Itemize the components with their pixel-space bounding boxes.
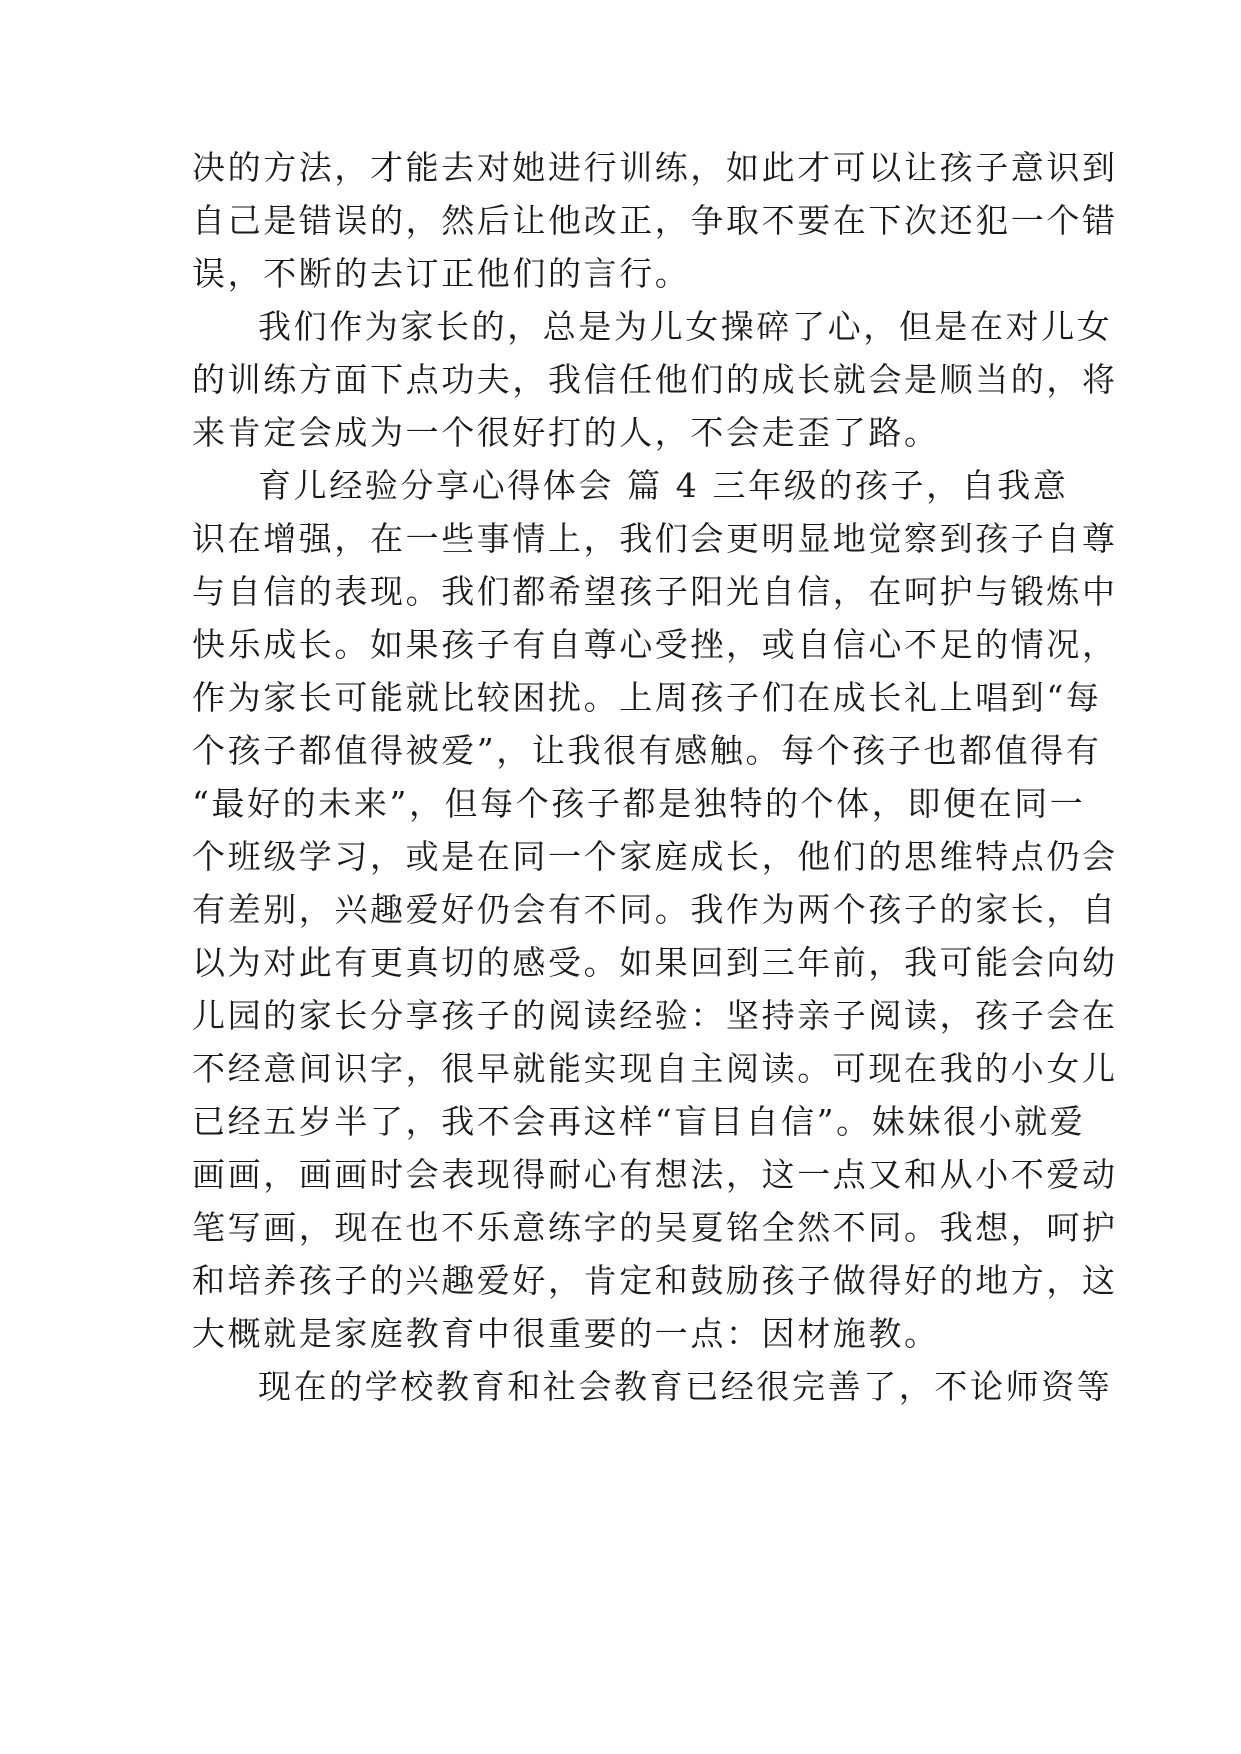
text-line: 来肯定会成为一个很好打的人，不会走歪了路。 [192,413,940,452]
text-line: 与自信的表现。我们都希望孩子阳光自信，在呵护与锻炼中 [192,572,1118,611]
paragraph-first-line: 现在的学校教育和社会教育已经很完善了，不论师资等 [258,1367,1113,1406]
text-line: 的训练方面下点功夫，我信任他们的成长就会是顺当的，将 [192,360,1118,399]
text-line: “最好的未来”，但每个孩子都是独特的个体，即便在同一 [192,784,1086,823]
text-line: 画画，画画时会表现得耐心有想法，这一点又和从小不爱动 [192,1155,1118,1194]
text-line: 自己是错误的，然后让他改正，争取不要在下次还犯一个错 [192,201,1118,240]
paragraph-first-line: 我们作为家长的，总是为儿女操碎了心，但是在对儿女 [258,307,1113,346]
text-line: 笔写画，现在也不乐意练字的吴夏铭全然不同。我想，呵护 [192,1208,1118,1247]
text-line: 有差别，兴趣爱好仍会有不同。我作为两个孩子的家长，自 [192,890,1118,929]
text-line: 和培养孩子的兴趣爱好，肯定和鼓励孩子做得好的地方，这 [192,1261,1118,1300]
text-line: 识在增强，在一些事情上，我们会更明显地觉察到孩子自尊 [192,519,1118,558]
text-line: 已经五岁半了，我不会再这样“盲目自信”。妹妹很小就爱 [192,1102,1086,1141]
text-line: 以为对此有更真切的感受。如果回到三年前，我可能会向幼 [192,943,1118,982]
text-line: 误，不断的去订正他们的言行。 [192,254,691,293]
text-line: 作为家长可能就比较困扰。上周孩子们在成长礼上唱到“每 [192,678,1102,717]
text-line: 不经意间识字，很早就能实现自主阅读。可现在我的小女儿 [192,1049,1118,1088]
text-line: 大概就是家庭教育中很重要的一点：因材施教。 [192,1314,940,1353]
section-heading-line: 育儿经验分享心得体会 篇 4 三年级的孩子，自我意 [258,466,1069,505]
text-line: 快乐成长。如果孩子有自尊心受挫，或自信心不足的情况， [192,625,1118,664]
text-line: 儿园的家长分享孩子的阅读经验：坚持亲子阅读，孩子会在 [192,996,1118,1035]
text-line: 个孩子都值得被爱”，让我很有感触。每个孩子也都值得有 [192,731,1102,770]
text-line: 决的方法，才能去对她进行训练，如此才可以让孩子意识到 [192,148,1118,187]
text-line: 个班级学习，或是在同一个家庭成长，他们的思维特点仍会 [192,837,1118,876]
